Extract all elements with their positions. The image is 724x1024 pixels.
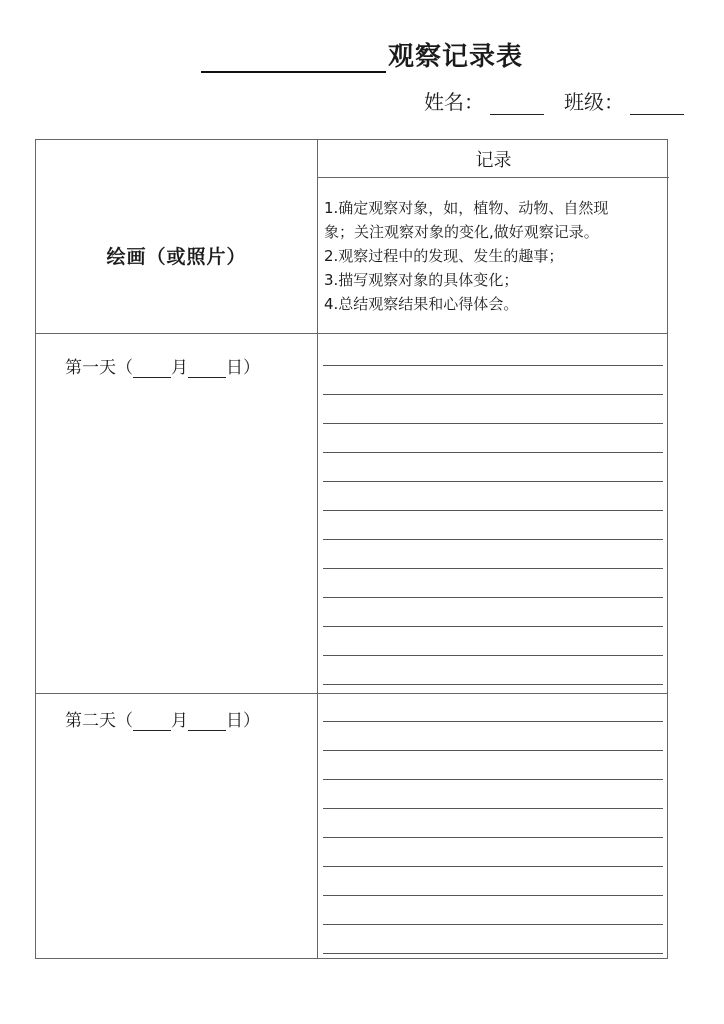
day-one-date-label: 日） [226,358,260,378]
day-two-date-label: 日） [226,711,260,731]
instructions [324,196,666,316]
writing-line [323,693,663,722]
class-label: 班级： [564,90,624,114]
title-blank-line[interactable] [201,45,386,73]
writing-line [323,722,663,751]
writing-line [323,395,663,424]
header-divider [317,177,669,178]
writing-line [323,780,663,809]
student-info [424,86,684,115]
writing-line [323,569,663,598]
writing-line [323,337,663,366]
writing-line [323,838,663,867]
writing-line [323,925,663,954]
writing-line [323,627,663,656]
row-divider-1 [36,333,667,334]
instruction-line: 1.确定观察对象，如，植物、动物、自然现 [324,199,609,217]
day-one-writing-area[interactable] [323,337,663,685]
title-text: 观察记录表 [387,42,523,72]
day-one-month-field[interactable] [133,361,171,378]
day-two-prefix: 第二天（ [65,711,133,731]
writing-line [323,366,663,395]
writing-line [323,656,663,685]
writing-line [323,540,663,569]
instruction-line: 3.描写观察对象的具体变化； [324,271,519,289]
day-two-writing-area[interactable] [323,693,663,954]
instruction-line: 象；关注观察对象的变化,做好观察记录。 [324,223,599,241]
day-two-month-field[interactable] [133,714,171,731]
day-one-label [65,353,260,378]
drawing-header: 绘画（或照片） [106,245,247,268]
writing-line [323,598,663,627]
class-field[interactable] [630,94,684,115]
name-label: 姓名： [424,90,484,114]
name-field[interactable] [490,94,544,115]
writing-line [323,896,663,925]
day-one-month-label: 月 [171,358,188,378]
instruction-line: 2.观察过程中的发现、发生的趣事； [324,247,564,265]
observation-table [35,139,668,959]
instruction-line: 4.总结观察结果和心得体会。 [324,295,519,313]
writing-line [323,809,663,838]
record-header: 记录 [475,149,512,171]
day-one-date-field[interactable] [188,361,226,378]
writing-line [323,751,663,780]
page-title [0,36,724,73]
writing-line [323,482,663,511]
writing-line [323,453,663,482]
writing-line [323,424,663,453]
day-two-date-field[interactable] [188,714,226,731]
day-one-prefix: 第一天（ [65,358,133,378]
column-divider [317,140,318,958]
day-two-month-label: 月 [171,711,188,731]
writing-line [323,511,663,540]
day-two-label [65,706,260,731]
writing-line [323,867,663,896]
